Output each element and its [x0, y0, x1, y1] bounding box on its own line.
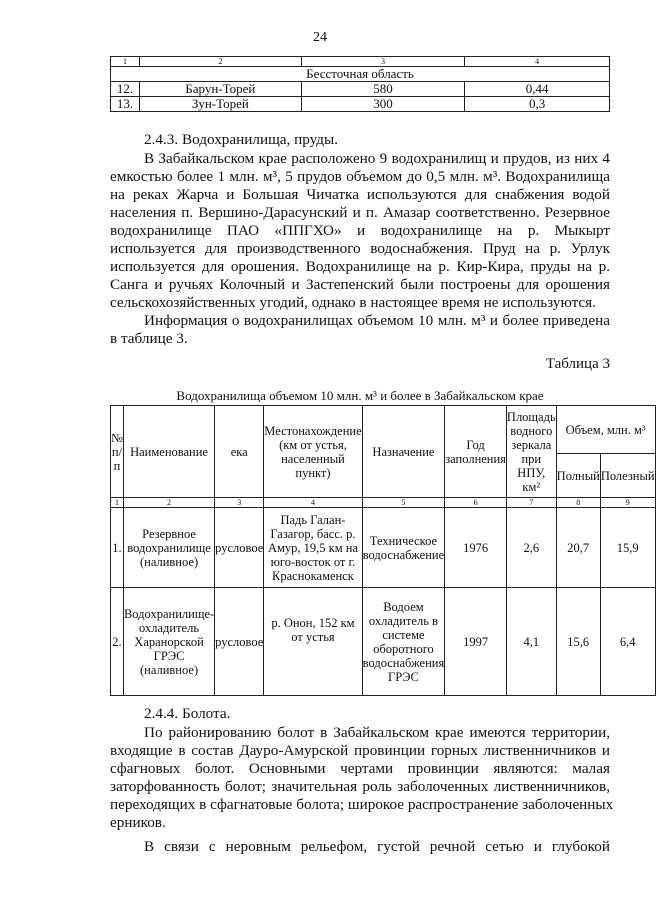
- reservoir-name: Водохранилище-охладитель Харанорской ГРЭС (наливное): [123, 588, 214, 696]
- header-location: Местонахождение (км от устья, населенный пункт): [264, 406, 362, 498]
- surface-area: 4,1: [506, 588, 556, 696]
- reservoirs-table: [110, 405, 656, 696]
- header-volume: Объем, млн. м³: [556, 406, 655, 454]
- table-row: [111, 508, 656, 588]
- continuation-table: [110, 56, 610, 112]
- text-line: заторфованность болот; значительная роль заболоченных лиственничников,: [110, 778, 610, 795]
- row-number: 12.: [111, 82, 140, 97]
- table-label: Таблица 3: [545, 356, 610, 372]
- text-line: емкостью более 1 млн. м³, 5 прудов объемом до 0,5 млн. м³. Водохранилища: [110, 168, 610, 185]
- location: Падь Галан-Газагор, басс. р. Амур, 19,5 км на юго-восток от г. Краснокаменск: [264, 508, 362, 588]
- value-1: 580: [301, 82, 465, 97]
- reservoir-name: Резервное водохранилище (наливное): [123, 508, 214, 588]
- value-2: 0,44: [465, 82, 610, 97]
- text-line: населения п. Вершино-Дарасунский и п. Амазар соответственно. Резервное: [110, 204, 610, 221]
- col-number: 8: [556, 498, 600, 508]
- page-number: 24: [313, 30, 327, 45]
- row-number: 2.: [111, 588, 124, 696]
- col-number: 5: [362, 498, 445, 508]
- col-number: 4: [264, 498, 362, 508]
- lake-name: Барун-Торей: [139, 82, 301, 97]
- text-line: переходящих в сфагнатовые болота; широкое распространение заболоченных: [110, 796, 614, 813]
- section-heading-2-4-3: 2.4.3. Водохранилища, пруды.: [144, 131, 339, 148]
- purpose: Техническое водоснабжение: [362, 508, 445, 588]
- fill-year: 1997: [445, 588, 507, 696]
- row-number: 13.: [111, 97, 140, 112]
- header-river: ека: [215, 406, 264, 498]
- header-row: [111, 406, 656, 454]
- surface-area: 2,6: [506, 508, 556, 588]
- text-line: сфагновых болот. Основными чертами провинции являются: малая: [110, 760, 610, 777]
- text-line: В связи с неровным рельефом, густой речной сетью и глубокой: [144, 838, 610, 855]
- value-2: 0,3: [465, 97, 610, 112]
- header-year: Год заполнения: [445, 406, 507, 498]
- section-heading-2-4-4: 2.4.4. Болота.: [144, 705, 231, 722]
- text-line: сельскохозяйственных угодий, однако в настоящее время не используются.: [110, 294, 596, 311]
- text-line: входящие в состав Дауро-Амурской провинции горных лиственничников и: [110, 742, 610, 759]
- section-row: [111, 67, 610, 82]
- header-name: Наименование: [123, 406, 214, 498]
- volume-full: 20,7: [556, 508, 600, 588]
- text-line: используется для орошения. Водохранилище на р. Кир-Кира, пруды на р.: [110, 258, 610, 275]
- header-num: № п/п: [111, 406, 124, 498]
- text-line: используется для производственного водоснабжения. Пруд на р. Урлук: [110, 240, 610, 257]
- header-purpose: Назначение: [362, 406, 445, 498]
- river-type: русловое: [215, 588, 264, 696]
- fill-year: 1976: [445, 508, 507, 588]
- table-caption: Водохранилища объемом 10 млн. м³ и более в Забайкальском крае: [176, 388, 544, 403]
- river-type: русловое: [215, 508, 264, 588]
- table-row: [111, 82, 610, 97]
- table-row: [111, 97, 610, 112]
- purpose: Водоем охладитель в системе оборотного водоснабжения ГРЭС: [362, 588, 445, 696]
- col-number: 1: [111, 57, 140, 67]
- paragraph-reservoirs: [110, 150, 610, 348]
- location: р. Онон, 152 км от устья: [264, 588, 362, 696]
- volume-useful: 6,4: [600, 588, 655, 696]
- text-line: По районированию болот в Забайкальском крае имеются территории,: [144, 724, 610, 741]
- text-line: В Забайкальском крае расположено 9 водохранилищ и прудов, из них 4: [144, 150, 610, 167]
- header-useful: Полезный: [600, 454, 655, 498]
- volume-full: 15,6: [556, 588, 600, 696]
- col-number: 7: [506, 498, 556, 508]
- text-line: ерников.: [110, 814, 166, 831]
- col-number: 2: [123, 498, 214, 508]
- header-area: Площадь водного зеркала при НПУ, км²: [506, 406, 556, 498]
- col-number: 4: [465, 57, 610, 67]
- text-line: Информация о водохранилищах объемом 10 млн. м³ и более приведена: [144, 312, 610, 329]
- value-1: 300: [301, 97, 465, 112]
- header-full: Полный: [556, 454, 600, 498]
- section-title: Бессточная область: [111, 67, 610, 82]
- text-line: Санга и ручьях Колочный и Застепенский были построены для орошения: [110, 276, 610, 293]
- col-number: 9: [600, 498, 655, 508]
- text-line: в таблице 3.: [110, 330, 188, 347]
- col-number: 6: [445, 498, 507, 508]
- paragraph-swamps: [110, 724, 614, 856]
- col-number: 2: [139, 57, 301, 67]
- column-number-row: [111, 498, 656, 508]
- col-number: 3: [301, 57, 465, 67]
- col-number: 1: [111, 498, 124, 508]
- volume-useful: 15,9: [600, 508, 655, 588]
- col-number: 3: [215, 498, 264, 508]
- lake-name: Зун-Торей: [139, 97, 301, 112]
- text-line: водохранилище ПАО «ППГХО» и водохранилище на р. Мыкырт: [110, 222, 610, 239]
- row-number: 1.: [111, 508, 124, 588]
- column-number-row: [111, 57, 610, 67]
- table-row: [111, 588, 656, 696]
- text-line: на реках Жарча и Большая Чичатка используются для снабжения водой: [110, 186, 610, 203]
